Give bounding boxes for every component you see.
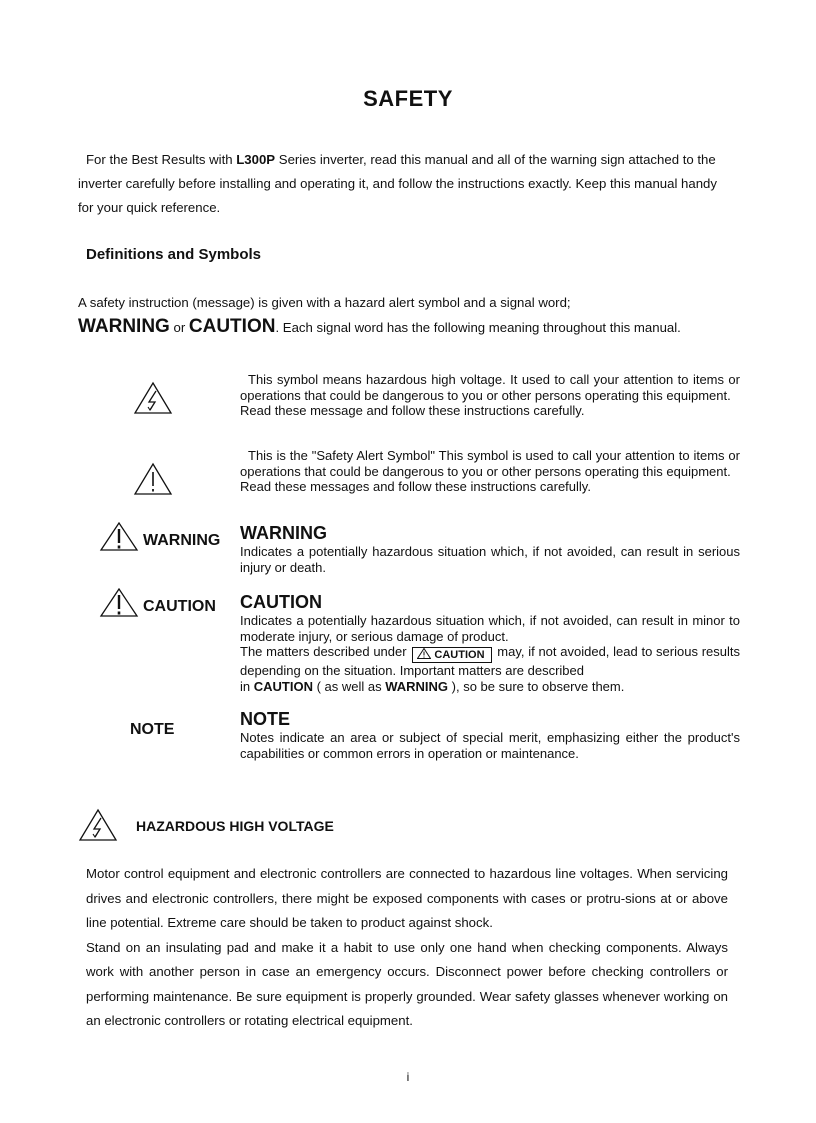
signal-word-caution: CAUTION xyxy=(188,316,276,337)
note-text: Notes indicate an area or subject of special merit, emphasizing either the product's capabilities or common errors in operation or maintenance. xyxy=(240,730,740,761)
alert-triangle-icon xyxy=(133,462,173,496)
alert-text: This is the "Safety Alert Symbol" This symbol is used to call your attention to items or operations that could be dangerous to you or other persons operating this equipment. xyxy=(240,448,740,479)
hazard-paragraph-2: Stand on an insulating pad and make it a habit to use only one hand when checking components. Always work with another person in case an emergency occurs. Disconnect power before checking controllers or performing maintenance. Be sure equipment is properly grounded. Wear safety glasses whenever working on an electronic controllers or rotating electrical equipment. xyxy=(86,939,728,1028)
caution-description xyxy=(240,592,740,694)
intro-text-2: Series inverter, read this manual and all of the warning sign attached to the inverter carefully before installing and operating it, and follow the instructions exactly. Keep this manual handy for your quick reference. xyxy=(78,152,717,215)
signal-or: or xyxy=(169,320,189,335)
intro-paragraph xyxy=(78,148,728,220)
page-title: SAFETY xyxy=(363,86,453,111)
caution-matters xyxy=(240,644,740,679)
caution-matters-b: may, if not avoided, lead to serious results depending on the situation. Important matters are described xyxy=(240,644,740,678)
caution-heading: CAUTION xyxy=(240,592,322,612)
note-description xyxy=(240,709,740,761)
intro-text-1: For the Best Results with xyxy=(86,152,237,167)
caution-matters-a: The matters described under xyxy=(240,644,407,659)
warning-text: Indicates a potentially hazardous situation which, if not avoided, can result in serious injury or death. xyxy=(240,544,740,575)
hazard-body xyxy=(78,862,728,1034)
warning-heading: WARNING xyxy=(240,523,327,543)
warning-word: WARNING xyxy=(385,678,449,694)
high-voltage-instruction: Read these message and follow these instructions carefully. xyxy=(240,403,585,418)
note-label: NOTE xyxy=(130,721,175,738)
caution-box xyxy=(412,647,491,663)
caution-text: Indicates a potentially hazardous situation which, if not avoided, can result in minor to moderate injury, or serious damage of product. xyxy=(240,613,740,644)
high-voltage-text: This symbol means hazardous high voltage. It used to call your attention to items or operations that could be dangerous to you or other persons operating this equipment. xyxy=(240,372,740,403)
hazard-voltage-icon xyxy=(78,808,118,842)
high-voltage-description xyxy=(240,372,740,419)
warning-description xyxy=(240,523,740,575)
warning-label: WARNING xyxy=(143,532,221,549)
caution-observe: ), so be sure to observe them. xyxy=(448,678,625,694)
alert-description xyxy=(240,448,740,495)
hazard-paragraph-1: Motor control equipment and electronic controllers are connected to hazardous line voltages. When servicing drives and electronic controllers, there might be exposed components with cases or protru-sions at or above line potential. Extreme care should be taken to product against shock. xyxy=(86,866,728,930)
definitions-paragraph-1: A safety instruction (message) is given with a hazard alert symbol and a signal word; xyxy=(78,295,571,310)
alert-instruction: Read these messages and follow these instructions carefully. xyxy=(240,479,591,494)
hazard-heading: HAZARDOUS HIGH VOLTAGE xyxy=(136,818,334,834)
caution-observe-line xyxy=(240,679,740,695)
caution-word: CAUTION xyxy=(253,678,313,694)
page-number: i xyxy=(406,1070,410,1084)
model-name: L300P xyxy=(236,152,276,167)
small-caution-icon xyxy=(417,648,431,659)
caution-icon xyxy=(99,588,139,618)
caution-aswell: ( as well as xyxy=(312,678,386,694)
signal-word-warning: WARNING xyxy=(78,316,170,337)
definitions-paragraph-2 xyxy=(78,316,681,338)
caution-in: in xyxy=(240,678,254,694)
definitions-heading: Definitions and Symbols xyxy=(86,246,262,263)
signal-rest: . Each signal word has the following meaning throughout this manual. xyxy=(275,320,681,335)
note-heading: NOTE xyxy=(240,709,291,729)
warning-icon xyxy=(99,522,139,552)
caution-box-label: CAUTION xyxy=(434,649,485,661)
high-voltage-icon xyxy=(133,381,173,415)
caution-label: CAUTION xyxy=(143,598,216,615)
